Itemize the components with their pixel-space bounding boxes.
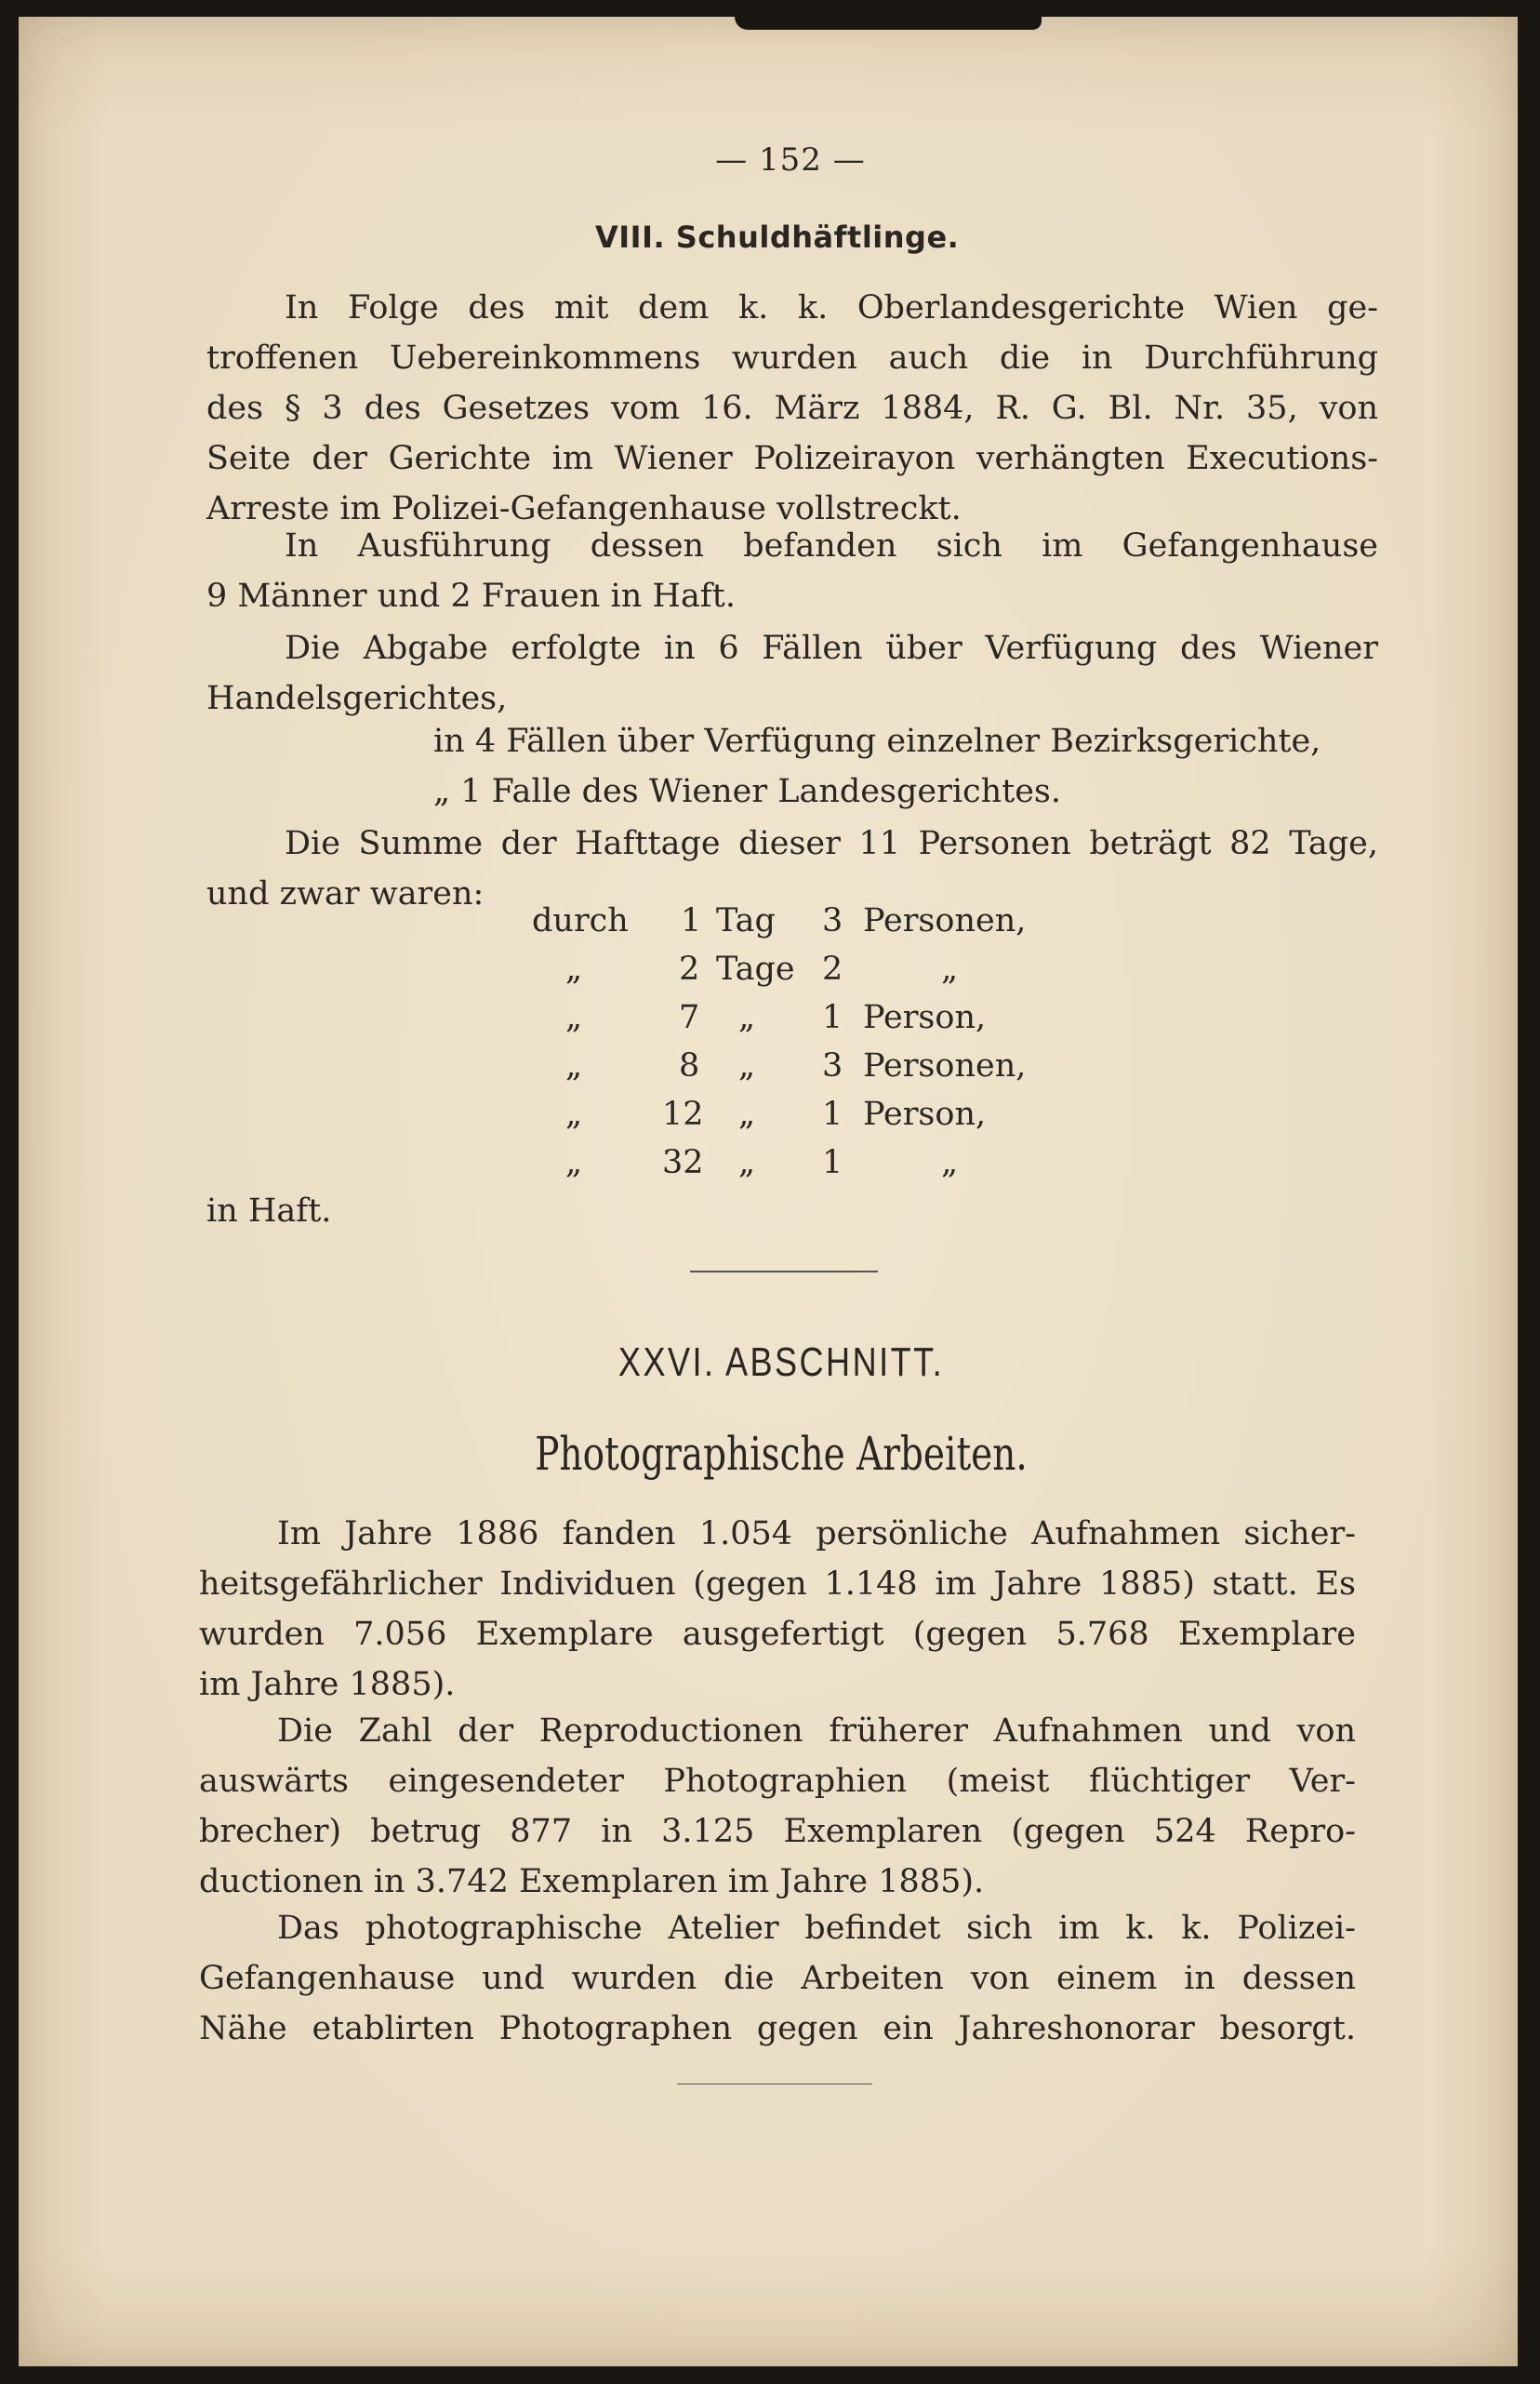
text-line: des § 3 des Gesetzes vom 16. März 1884, R. G. Bl. Nr. 35, von [206,390,1378,427]
row-label: Person, [863,1096,987,1133]
text-line: ductionen in 3.742 Exemplaren im Jahre 1885). [199,1863,985,1900]
row-count: 1 [822,1144,843,1181]
row-unit: „ [738,1096,756,1133]
row-prefix: „ [565,951,583,988]
row-prefix: „ [565,1047,583,1085]
text-line: troffenen Uebereinkommens wurden auch die in Durchführung [206,340,1378,377]
text-line: Die Zahl der Reproductionen früherer Aufnahmen und von [277,1712,1356,1750]
row-days: 7 [679,999,700,1036]
chapter-title: XXVI. ABSCHNITT. [617,1339,945,1385]
text-line: Das photographische Atelier befindet sich im k. k. Polizei- [277,1910,1356,1947]
row-days: 12 [662,1096,704,1133]
section-title: VIII. Schuldhäftlinge. [595,220,960,255]
text-line: Handelsgerichtes, [206,680,508,717]
text-line: auswärts eingesendeter Photographien (meist flüchtiger Ver- [199,1763,1356,1800]
row-unit: „ [738,999,756,1036]
text-line: brecher) betrug 877 in 3.125 Exemplaren (gegen 524 Repro- [199,1813,1356,1850]
text-line: heitsgefährlicher Individuen (gegen 1.148 im Jahre 1885) statt. Es [199,1565,1356,1603]
row-label: „ [941,1144,959,1181]
row-prefix: „ [565,999,583,1036]
row-unit: Tage [716,951,795,988]
row-unit: „ [738,1144,756,1181]
row-label: Person, [863,999,987,1036]
row-count: 3 [822,902,843,939]
text-line: Gefangenhause und wurden die Arbeiten von einem in dessen [199,1960,1356,1997]
row-count: 1 [822,999,843,1036]
row-prefix: durch [532,902,629,939]
section-paragraph-1 [206,283,1378,534]
row-label: Personen, [863,902,1027,939]
closing-text: in Haft. [206,1192,332,1230]
chapter-subtitle: Photographische Arbeiten. [535,1427,1028,1481]
chapter-paragraph-3 [199,1903,1356,2054]
torn-edge [735,17,1042,30]
text-line: Die Abgabe erfolgte in 6 Fällen über Verfügung des Wiener [285,630,1378,667]
row-days: 2 [679,951,700,988]
text-line: Seite der Gerichte im Wiener Polizeirayon verhängten Executions- [206,440,1378,477]
text-line: Im Jahre 1886 fanden 1.054 persönliche Aufnahmen sicher- [277,1515,1356,1552]
indented-line-2: „ 1 Falle des Wiener Landesgerichtes. [433,773,1062,810]
chapter-paragraph-1 [199,1509,1356,1710]
page-number: — 152 — [715,141,866,179]
row-prefix: „ [565,1096,583,1133]
row-unit: „ [738,1047,756,1085]
section-paragraph-3 [206,623,1378,724]
text-line: In Folge des mit dem k. k. Oberlandesgerichte Wien ge- [285,289,1378,326]
section-paragraph-4 [206,819,1378,919]
row-count: 2 [822,951,843,988]
row-days: 1 [681,902,702,939]
text-line: und zwar waren: [206,875,485,912]
row-label: Personen, [863,1047,1027,1085]
text-line: im Jahre 1885). [199,1666,456,1703]
row-unit: Tag [716,902,776,939]
text-line: In Ausführung dessen befanden sich im Gefangenhause [285,527,1378,565]
text-line: wurden 7.056 Exemplare ausgefertigt (gegen 5.768 Exemplare [199,1616,1356,1653]
text-line: Arreste im Polizei-Gefangenhause vollstreckt. [206,490,962,527]
row-label: „ [941,951,959,988]
row-prefix: „ [565,1144,583,1181]
row-days: 32 [662,1144,704,1181]
section-paragraph-2 [206,521,1378,621]
chapter-paragraph-2 [199,1706,1356,1907]
text-line: Die Summe der Hafttage dieser 11 Personen beträgt 82 Tage, [285,825,1378,862]
divider [690,1271,878,1272]
text-line: Nähe etablirten Photographen gegen ein Jahreshonorar besorgt. [199,2010,1356,2047]
indented-line-1: in 4 Fällen über Verfügung einzelner Bezirksgerichte, [433,723,1321,760]
row-count: 3 [822,1047,843,1085]
text-line: 9 Männer und 2 Frauen in Haft. [206,578,736,615]
row-count: 1 [822,1096,843,1133]
row-days: 8 [679,1047,700,1085]
